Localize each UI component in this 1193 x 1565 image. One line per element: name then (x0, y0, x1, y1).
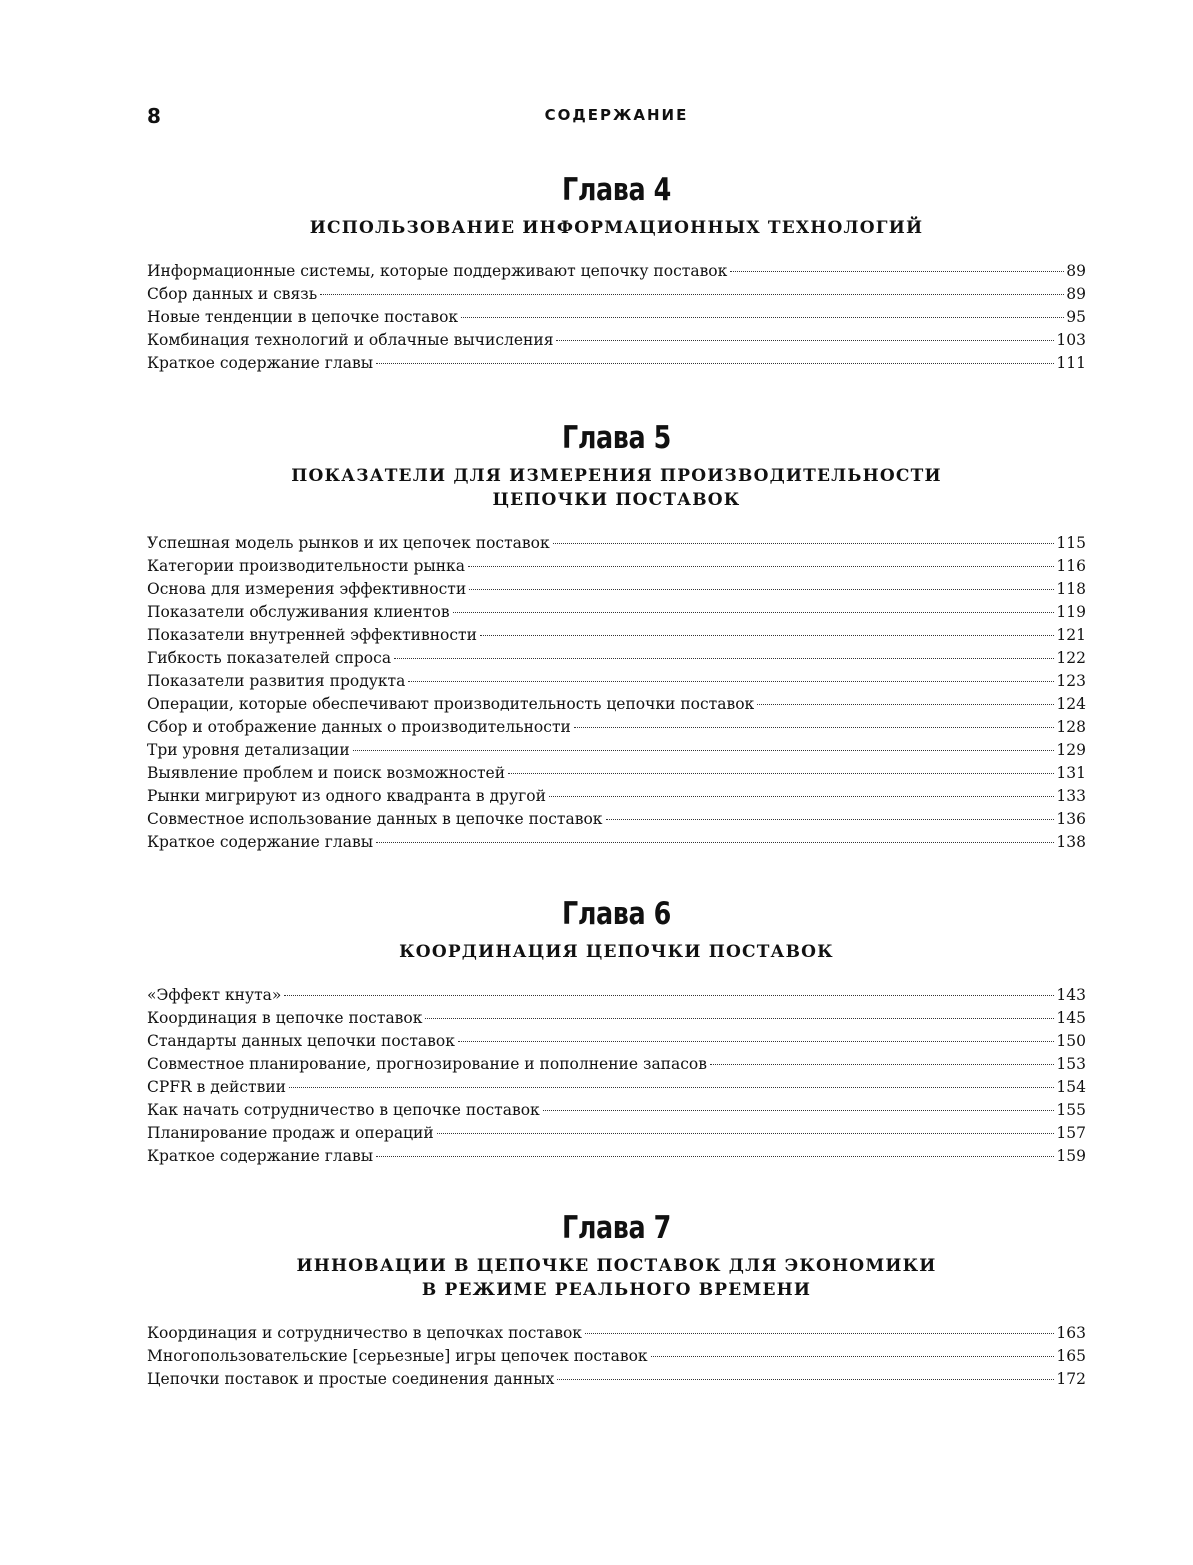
toc-entry-label: Рынки мигрируют из одного квадранта в другой (147, 787, 546, 805)
chapter-6 (147, 896, 1086, 1168)
toc-entry[interactable] (147, 329, 1086, 352)
toc-entry-label: Краткое содержание главы (147, 354, 374, 372)
toc-leader-dots (553, 543, 1055, 544)
toc-entry[interactable] (147, 624, 1086, 647)
chapter-subtitle (147, 1254, 1086, 1302)
toc-list (147, 532, 1086, 854)
toc-entry-label: Краткое содержание главы (147, 1147, 374, 1165)
chapter-title: Глава 4 (562, 172, 671, 208)
toc-entry-label: Гибкость показателей спроса (147, 649, 392, 667)
toc-entry-page: 159 (1056, 1147, 1086, 1165)
toc-leader-dots (574, 727, 1055, 728)
toc-entry-label: Цепочки поставок и простые соединения данных (147, 1370, 555, 1388)
toc-leader-dots (437, 1133, 1055, 1134)
toc-entry-label: Категории производительности рынка (147, 557, 465, 575)
toc-entry-page: 163 (1056, 1324, 1086, 1342)
toc-entry-page: 118 (1056, 580, 1086, 598)
chapter-subtitle-line: В РЕЖИМЕ РЕАЛЬНОГО ВРЕМЕНИ (421, 1280, 812, 1300)
toc-leader-dots (543, 1110, 1055, 1111)
toc-leader-dots (453, 612, 1055, 613)
toc-entry-label: Координация и сотрудничество в цепочках поставок (147, 1324, 582, 1342)
toc-entry-label: Совместное планирование, прогнозирование и пополнение запасов (147, 1055, 707, 1073)
toc-entry-page: 111 (1056, 354, 1086, 372)
toc-entry[interactable] (147, 1145, 1086, 1168)
toc-leader-dots (353, 750, 1055, 751)
chapter-title: Глава 7 (562, 1210, 671, 1246)
toc-leader-dots (376, 363, 1054, 364)
toc-entry-page: 115 (1056, 534, 1086, 552)
toc-entry-label: Координация в цепочке поставок (147, 1009, 423, 1027)
toc-list (147, 1322, 1086, 1391)
toc-entry[interactable] (147, 260, 1086, 283)
toc-entry[interactable] (147, 984, 1086, 1007)
toc-leader-dots (284, 995, 1054, 996)
toc-entry-page: 116 (1056, 557, 1086, 575)
toc-leader-dots (556, 340, 1054, 341)
toc-entry-page: 150 (1056, 1032, 1086, 1050)
chapter-title: Глава 6 (562, 896, 671, 932)
toc-entry-page: 129 (1056, 741, 1086, 759)
toc-entry[interactable] (147, 1099, 1086, 1122)
toc-leader-dots (757, 704, 1054, 705)
toc-entry-label: CPFR в действии (147, 1078, 286, 1096)
toc-entry-page: 121 (1056, 626, 1086, 644)
toc-entry-page: 165 (1056, 1347, 1086, 1365)
toc-entry-page: 103 (1056, 331, 1086, 349)
toc-entry-label: Стандарты данных цепочки поставок (147, 1032, 455, 1050)
toc-entry[interactable] (147, 831, 1086, 854)
chapter-subtitle-line: ЦЕПОЧКИ ПОСТАВОК (492, 490, 741, 510)
toc-entry-label: Совместное использование данных в цепочке поставок (147, 810, 603, 828)
toc-entry-label: Планирование продаж и операций (147, 1124, 434, 1142)
toc-entry-label: Показатели развития продукта (147, 672, 406, 690)
toc-entry[interactable] (147, 739, 1086, 762)
toc-leader-dots (458, 1041, 1055, 1042)
toc-entry-label: Как начать сотрудничество в цепочке поставок (147, 1101, 540, 1119)
toc-leader-dots (710, 1064, 1054, 1065)
toc-entry-page: 95 (1066, 308, 1086, 326)
toc-entry[interactable] (147, 670, 1086, 693)
toc-entry-page: 89 (1066, 262, 1086, 280)
page-number: 8 (147, 104, 161, 128)
toc-leader-dots (394, 658, 1054, 659)
toc-entry-page: 119 (1056, 603, 1086, 621)
toc-entry-page: 138 (1056, 833, 1086, 851)
toc-entry[interactable] (147, 716, 1086, 739)
toc-leader-dots (585, 1333, 1054, 1334)
toc-entry-page: 154 (1056, 1078, 1086, 1096)
toc-entry-label: Основа для измерения эффективности (147, 580, 467, 598)
toc-entry[interactable] (147, 555, 1086, 578)
toc-entry-label: Успешная модель рынков и их цепочек поставок (147, 534, 550, 552)
toc-entry[interactable] (147, 578, 1086, 601)
toc-entry-page: 143 (1056, 986, 1086, 1004)
chapter-subtitle (147, 464, 1086, 512)
toc-entry-label: Сбор и отображение данных о производительности (147, 718, 571, 736)
toc-leader-dots (468, 566, 1054, 567)
toc-entry-page: 122 (1056, 649, 1086, 667)
toc-entry[interactable] (147, 1368, 1086, 1391)
chapter-subtitle (147, 940, 1086, 964)
toc-leader-dots (651, 1356, 1055, 1357)
toc-entry[interactable] (147, 601, 1086, 624)
chapter-4 (147, 172, 1086, 375)
toc-leader-dots (376, 1156, 1054, 1157)
toc-entry[interactable] (147, 647, 1086, 670)
toc-entry-page: 131 (1056, 764, 1086, 782)
running-head: СОДЕРЖАНИЕ (544, 106, 689, 124)
toc-entry[interactable] (147, 283, 1086, 306)
toc-leader-dots (425, 1018, 1054, 1019)
toc-entry-label: Операции, которые обеспечивают производительность цепочки поставок (147, 695, 755, 713)
toc-entry-label: Краткое содержание главы (147, 833, 374, 851)
toc-leader-dots (320, 294, 1064, 295)
toc-entry-label: Выявление проблем и поиск возможностей (147, 764, 506, 782)
toc-entry-label: Многопользовательские [серьезные] игры цепочек поставок (147, 1347, 648, 1365)
toc-entry-page: 124 (1056, 695, 1086, 713)
toc-entry-page: 153 (1056, 1055, 1086, 1073)
toc-entry[interactable] (147, 785, 1086, 808)
toc-entry[interactable] (147, 762, 1086, 785)
chapter-subtitle-line: ПОКАЗАТЕЛИ ДЛЯ ИЗМЕРЕНИЯ ПРОИЗВОДИТЕЛЬНОСТИ (291, 466, 942, 486)
toc-entry[interactable] (147, 1030, 1086, 1053)
chapter-subtitle-line: КООРДИНАЦИЯ ЦЕПОЧКИ ПОСТАВОК (399, 942, 834, 962)
toc-entry-label: Новые тенденции в цепочке поставок (147, 308, 459, 326)
toc-entry-page: 157 (1056, 1124, 1086, 1142)
toc-entry-page: 155 (1056, 1101, 1086, 1119)
toc-leader-dots (549, 796, 1054, 797)
toc-entry[interactable] (147, 1007, 1086, 1030)
toc-entry-label: Показатели внутренней эффективности (147, 626, 477, 644)
toc-entry-page: 128 (1056, 718, 1086, 736)
toc-entry[interactable] (147, 352, 1086, 375)
toc-entry-page: 89 (1066, 285, 1086, 303)
chapter-subtitle (147, 216, 1086, 240)
toc-entry[interactable] (147, 306, 1086, 329)
toc-entry[interactable] (147, 808, 1086, 831)
chapter-subtitle-line: ИННОВАЦИИ В ЦЕПОЧКЕ ПОСТАВОК ДЛЯ ЭКОНОМИКИ (296, 1256, 937, 1276)
toc-leader-dots (557, 1379, 1054, 1380)
toc-leader-dots (408, 681, 1054, 682)
toc-entry-label: Показатели обслуживания клиентов (147, 603, 450, 621)
toc-list (147, 260, 1086, 375)
toc-entry[interactable] (147, 1053, 1086, 1076)
toc-leader-dots (480, 635, 1054, 636)
toc-leader-dots (461, 317, 1064, 318)
chapter-subtitle-line: ИСПОЛЬЗОВАНИЕ ИНФОРМАЦИОННЫХ ТЕХНОЛОГИЙ (309, 218, 924, 238)
toc-entry-label: «Эффект кнута» (147, 986, 282, 1004)
toc-entry-label: Комбинация технологий и облачные вычисления (147, 331, 554, 349)
toc-entry-page: 123 (1056, 672, 1086, 690)
chapter-7 (147, 1210, 1086, 1391)
chapter-5 (147, 420, 1086, 854)
toc-entry[interactable] (147, 1076, 1086, 1099)
toc-entry-label: Три уровня детализации (147, 741, 350, 759)
toc-entry[interactable] (147, 1345, 1086, 1368)
toc-leader-dots (376, 842, 1054, 843)
chapter-title: Глава 5 (562, 420, 671, 456)
toc-entry[interactable] (147, 1322, 1086, 1345)
toc-list (147, 984, 1086, 1168)
toc-entry-page: 145 (1056, 1009, 1086, 1027)
toc-entry-label: Сбор данных и связь (147, 285, 318, 303)
toc-leader-dots (508, 773, 1054, 774)
toc-leader-dots (730, 271, 1064, 272)
toc-entry-page: 172 (1056, 1370, 1086, 1388)
toc-leader-dots (469, 589, 1054, 590)
toc-leader-dots (289, 1087, 1054, 1088)
toc-entry-label: Информационные системы, которые поддерживают цепочку поставок (147, 262, 728, 280)
toc-entry-page: 136 (1056, 810, 1086, 828)
toc-entry[interactable] (147, 1122, 1086, 1145)
toc-entry[interactable] (147, 532, 1086, 555)
toc-entry-page: 133 (1056, 787, 1086, 805)
toc-entry[interactable] (147, 693, 1086, 716)
toc-leader-dots (606, 819, 1055, 820)
